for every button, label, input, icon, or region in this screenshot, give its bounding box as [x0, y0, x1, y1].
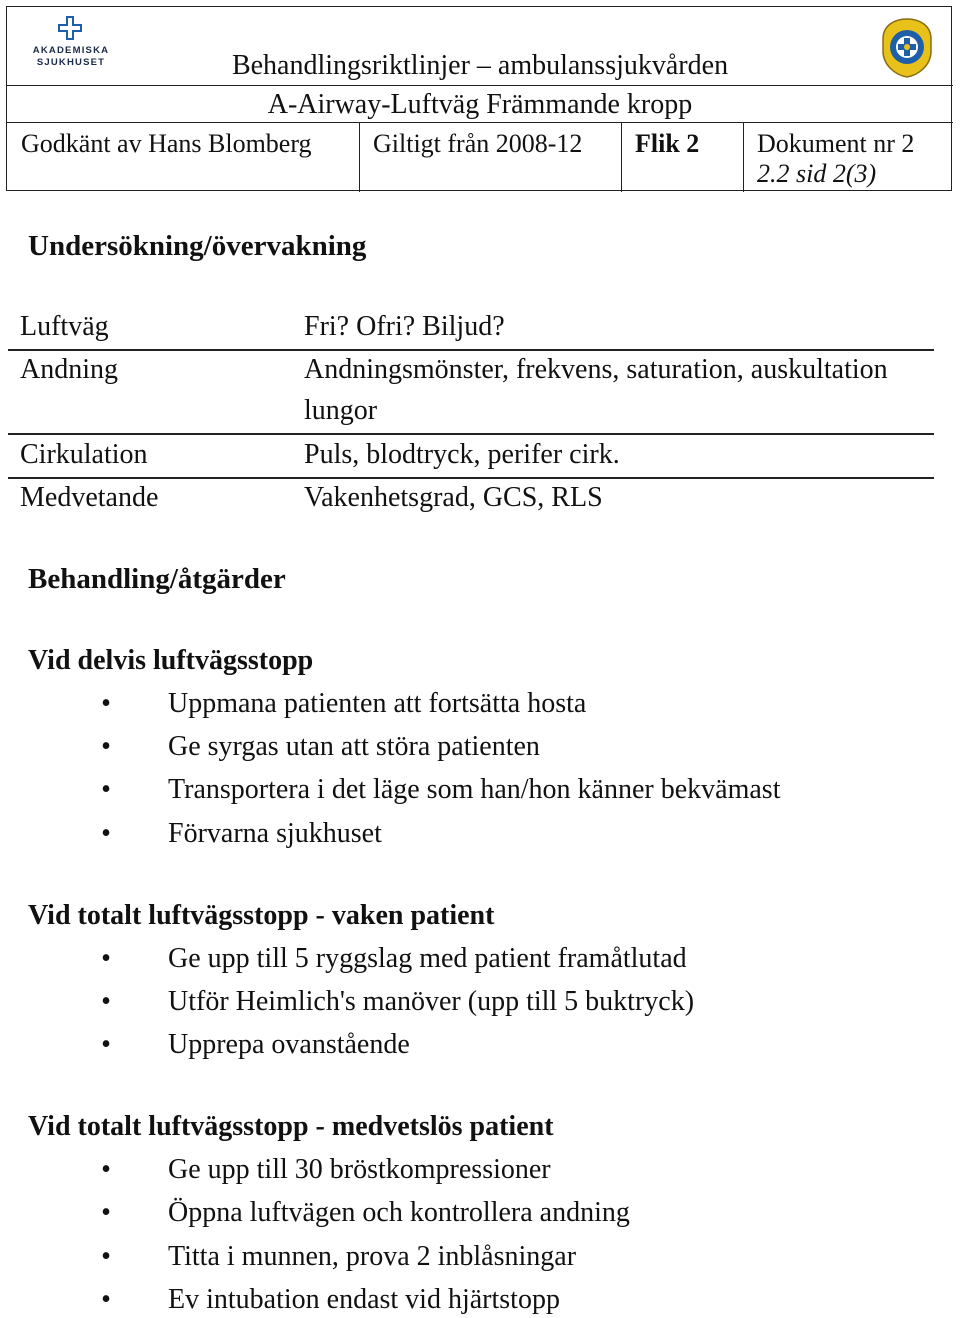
document-number	[757, 123, 953, 191]
examination-heading: Undersökning/övervakning	[28, 230, 367, 262]
list-item-text: Uppmana patienten att fortsätta hosta	[168, 688, 587, 719]
bullet-icon: •	[101, 943, 111, 974]
list-item-text: Öppna luftvägen och kontrollera andning	[168, 1197, 630, 1228]
approved-by: Godkänt av Hans Blomberg	[21, 129, 312, 158]
header-divider	[7, 85, 953, 86]
document-title: Behandlingsriktlinjer – ambulanssjukvården	[231, 50, 729, 81]
exam-row-value: Puls, blodtryck, perifer cirk.	[304, 439, 620, 470]
list-item-text: Ge syrgas utan att störa patienten	[168, 731, 540, 762]
treatment-heading: Behandling/åtgärder	[28, 563, 286, 595]
section-title: Vid totalt luftvägsstopp - medvetslös patient	[28, 1111, 554, 1142]
bullet-icon: •	[101, 986, 111, 1017]
bullet-icon: •	[101, 1241, 111, 1272]
bullet-icon: •	[101, 774, 111, 805]
section-title: Vid totalt luftvägsstopp - vaken patient	[28, 900, 495, 931]
logo-text-line2: SJUKHUSET	[36, 57, 106, 68]
document-header	[6, 6, 952, 191]
exam-row-label: Cirkulation	[20, 439, 148, 470]
list-item-text: Ge upp till 5 ryggslag med patient framåtlutad	[168, 943, 687, 974]
document-number-line1: Dokument nr 2	[757, 129, 915, 158]
bullet-icon: •	[101, 1029, 111, 1060]
list-item-text: Transportera i det läge som han/hon känner bekvämast	[168, 774, 781, 805]
bullet-icon: •	[101, 1154, 111, 1185]
exam-row-value: Andningsmönster, frekvens, saturation, auskultation lungor	[304, 354, 888, 426]
valid-from: Giltigt från 2008-12	[373, 129, 583, 158]
header-cell-divider	[743, 123, 744, 192]
section-title: Vid delvis luftvägsstopp	[28, 645, 314, 676]
bullet-icon: •	[101, 688, 111, 719]
bullet-icon: •	[101, 1284, 111, 1315]
list-item-text: Upprepa ovanstående	[168, 1029, 410, 1060]
tab-label: Flik 2	[635, 129, 700, 158]
exam-row-label: Luftväg	[20, 311, 109, 342]
header-cell-divider	[359, 123, 360, 192]
exam-row-value: Vakenhetsgrad, GCS, RLS	[304, 482, 603, 513]
list-item-text: Ev intubation endast vid hjärtstopp	[168, 1284, 560, 1315]
list-item-text: Titta i munnen, prova 2 inblåsningar	[168, 1241, 577, 1272]
bullet-icon: •	[101, 818, 111, 849]
bullet-icon: •	[101, 1197, 111, 1228]
header-cell-divider	[621, 123, 622, 192]
logo-text-line1: AKADEMISKA	[32, 45, 110, 56]
list-item-text: Ge upp till 30 bröstkompressioner	[168, 1154, 551, 1185]
exam-row-label: Medvetande	[20, 482, 159, 513]
exam-row-value: Fri? Ofri? Biljud?	[304, 311, 505, 342]
list-item-text: Förvarna sjukhuset	[168, 818, 382, 849]
document-subtitle: A-Airway-Luftväg Främmande kropp	[267, 89, 693, 120]
medical-cross-icon	[57, 15, 83, 41]
bullet-icon: •	[101, 731, 111, 762]
list-item-text: Utför Heimlich's manöver (upp till 5 buktryck)	[168, 986, 695, 1017]
exam-row-label: Andning	[20, 354, 118, 385]
document-page: 2.2 sid 2(3)	[757, 159, 877, 188]
